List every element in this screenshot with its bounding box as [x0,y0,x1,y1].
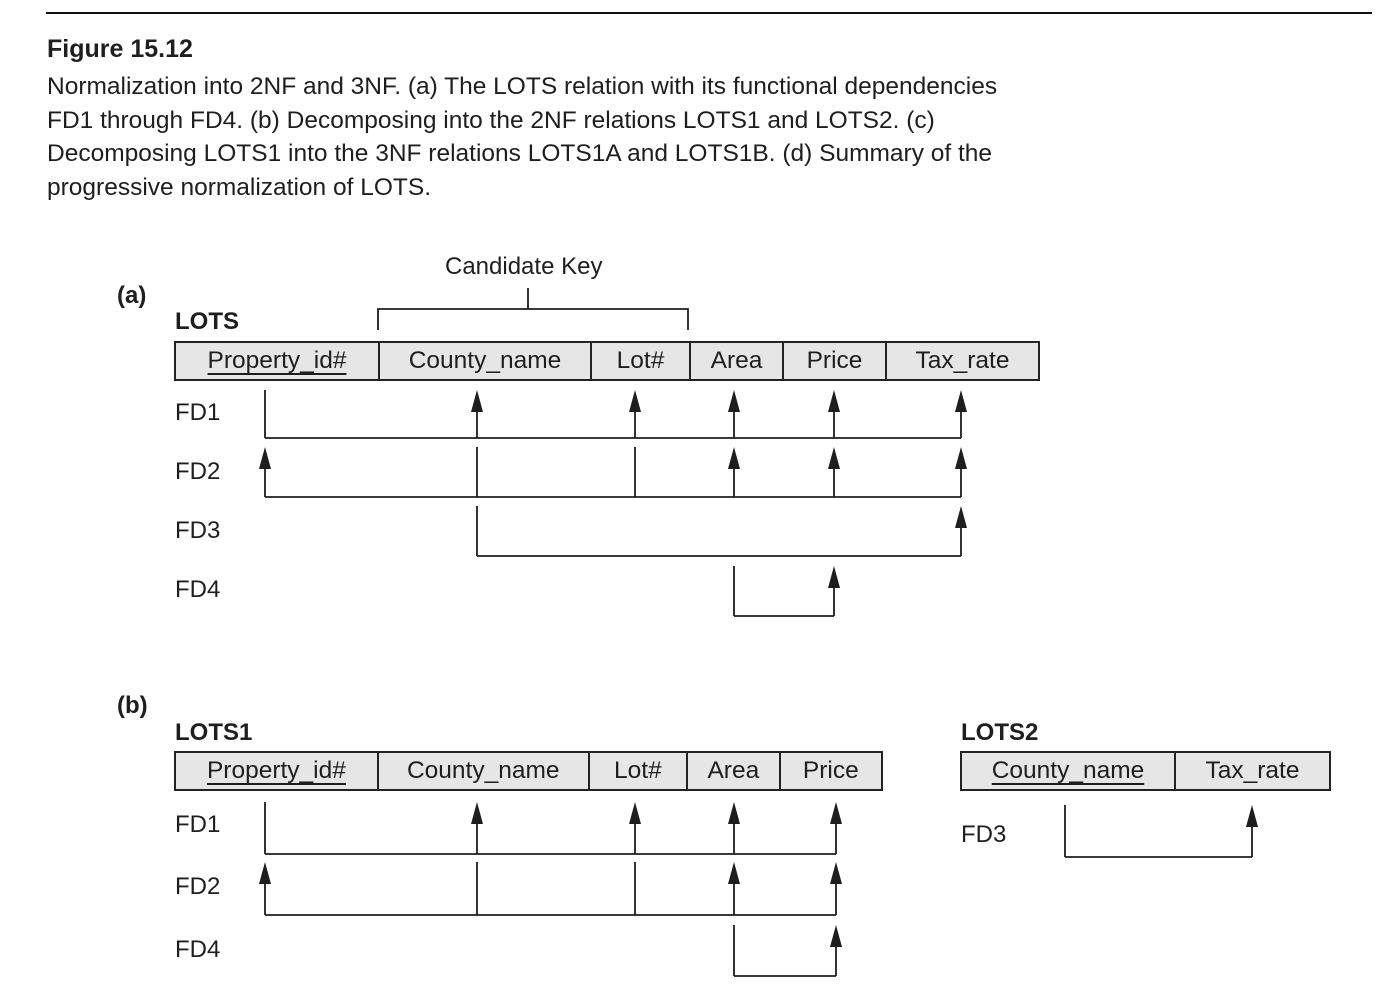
figure-title: Figure 15.12 [47,35,193,63]
attribute-label: Area [710,347,763,374]
attribute-label: Price [806,347,863,374]
fd-connector-arrowhead [955,390,967,412]
fd-connector-arrowhead [259,447,271,469]
fd-connector-arrowhead [828,566,840,588]
relation-name-lots1: LOTS1 [175,719,253,746]
fd-connector-arrowhead [955,447,967,469]
attribute-label: Property_id# [207,347,347,374]
fd-connector-arrowhead [629,802,641,824]
fd-label: FD3 [175,517,221,544]
attribute-label: County_name [991,757,1145,784]
caption-line: Decomposing LOTS1 into the 3NF relations LOTS1A and LOTS1B. (d) Summary of the [47,140,993,168]
caption-line: FD1 through FD4. (b) Decomposing into the 2NF relations LOTS1 and LOTS2. (c) [47,106,935,134]
relation-name-lots2: LOTS2 [961,719,1039,746]
fd-label: FD1 [175,811,221,838]
relation-name-lots: LOTS [175,308,239,335]
fd-connector-arrowhead [728,802,740,824]
fd-connector-arrowhead [830,862,842,884]
fd-connector-arrowhead [830,802,842,824]
fd-connector-arrowhead [728,447,740,469]
attribute-label: Tax_rate [915,347,1010,374]
attribute-label: Area [707,757,760,784]
fd-label: FD2 [175,873,221,900]
fd-label: FD1 [175,399,221,426]
fd-connector-arrowhead [955,506,967,528]
candidate-key-bracket [378,309,688,330]
fd-connector-arrowhead [728,862,740,884]
fd-connector-arrowhead [728,390,740,412]
fd-connector-arrowhead [828,390,840,412]
attribute-label: Lot# [616,347,665,374]
fd-connector-arrowhead [828,447,840,469]
attribute-label: Lot# [614,757,662,784]
caption-line: Normalization into 2NF and 3NF. (a) The LOTS relation with its functional dependencies [47,73,998,100]
panel-a-label: (a) [117,282,147,309]
fd-label: FD4 [175,936,221,963]
candidate-key-label: Candidate Key [445,253,603,280]
attribute-label: Tax_rate [1205,757,1300,784]
fd-connector-arrowhead [1246,805,1258,827]
attribute-label: County_name [406,757,560,784]
fd-connector-arrowhead [830,925,842,947]
fd-label: FD2 [175,458,221,485]
attribute-label: County_name [408,347,562,374]
fd-label: FD4 [175,576,221,603]
panel-b-label: (b) [117,692,148,719]
attribute-label: Property_id# [206,757,346,784]
caption-line: progressive normalization of LOTS. [47,173,431,201]
attribute-label: Price [802,757,859,784]
fd-label: FD3 [961,821,1007,848]
fd-connector-arrowhead [471,802,483,824]
fd-connector-arrowhead [471,390,483,412]
fd-connector-arrowhead [259,862,271,884]
fd-connector-arrowhead [629,390,641,412]
